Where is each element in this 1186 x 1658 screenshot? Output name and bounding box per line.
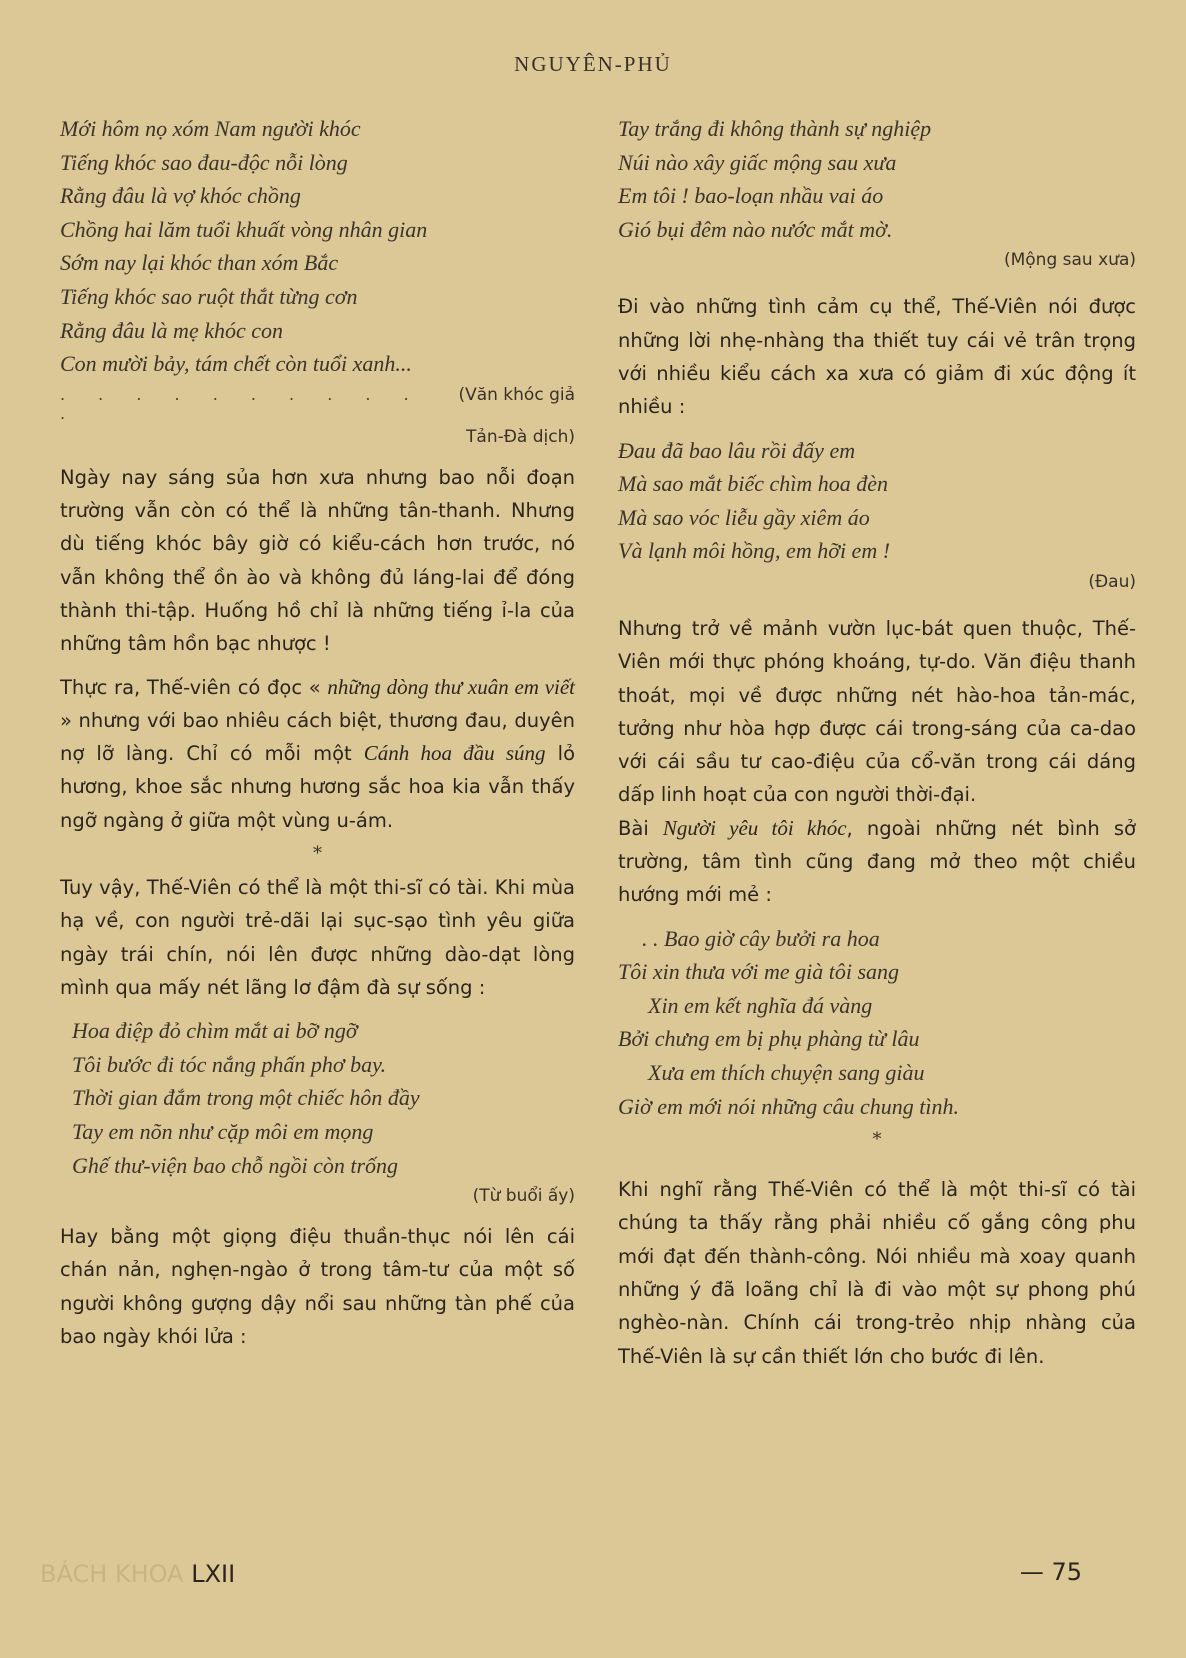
- paragraph: [618, 812, 1136, 912]
- verse-line: Rằng đâu là mẹ khóc con: [60, 317, 283, 343]
- right-column: [618, 112, 1136, 1373]
- section-divider-star: *: [872, 1129, 882, 1151]
- quoted-title: Cánh hoa đầu súng: [363, 741, 546, 766]
- verse-line: Xưa em thích chuyện sang giàu: [648, 1059, 925, 1085]
- verse-line: Tôi bước đi tóc nắng phấn phơ bay.: [72, 1051, 387, 1077]
- left-verse-1-source-row: [60, 381, 575, 423]
- verse-line: Mới hôm nọ xóm Nam người khóc: [60, 116, 361, 141]
- verse-line: Tay em nõn như cặp môi em mọng: [72, 1118, 374, 1144]
- paragraph-text: lỏ hương, khoe sắc nhưng hương sắc hoa kia vẫn thấy ngỡ ngàng ở giữa một vùng u-ám.: [60, 742, 576, 832]
- paragraph: Khi nghĩ rằng Thế-Viên có thể là một thi-sĩ có tài chúng ta thấy rằng phải nhiều cố gắng công phu mới đạt đến thành-công. Nói nhiều mà xoay quanh những ý đã loãng chỉ là đi vào một sự phong phú nghèo-nàn. Chính cái trong-trẻo nhịp nhàng của Thế-Viên là sự cần thiết lớn cho bước đi lên.: [618, 1178, 1136, 1368]
- verse-line: Núi nào xây giấc mộng sau xưa: [618, 149, 897, 175]
- paragraph: Nhưng trở về mảnh vườn lục-bát quen thuộc, Thế-Viên mới thực phóng khoáng, tự-do. Văn điệu thanh thoát, mọi về được những nét hào-hoa tản-mác, tưởng như hòa hợp được cái trong-sáng của ca-dao với cái sầu tư cao-điệu của cổ-văn trong cái dáng dấp linh hoạt của con người thời-đại.: [618, 616, 1136, 807]
- ellipsis-dots: . . . . . . . . . . .: [60, 384, 423, 423]
- paragraph-text: Bài: [618, 816, 649, 840]
- paragraph: [60, 671, 575, 837]
- verse-line: Tiếng khóc sao đau-độc nỗi lòng: [60, 149, 348, 175]
- paragraph-text: , ngoài những nét bình sở trường, tâm tình cũng đang mở theo một chiều hướng mới mẻ :: [618, 816, 1136, 907]
- paragraph: Đi vào những tình cảm cụ thể, Thế-Viên nói được những lời nhẹ-nhàng tha thiết tuy cái vẻ trân trọng với nhiều kiểu cách xa xưa có giảm đi xúc động ít nhiều :: [618, 295, 1136, 419]
- verse-line: Rằng đâu là vợ khóc chồng: [60, 183, 301, 209]
- verse-line: . . Bao giờ cây bưởi ra hoa: [642, 925, 880, 951]
- paragraph: Ngày nay sáng sủa hơn xưa nhưng bao nỗi đoạn trường vẫn còn có thể là những tân-thanh. Nhưng dù tiếng khóc bây giờ có kiểu-cách hơn trước, nó vẫn không thể ồn ào và không đủ láng-lai để đóng thành thi-tập. Huống hồ chỉ là những tiếng ỉ-la của những tâm hồn bạc nhược !: [60, 465, 575, 656]
- source-citation: (Từ buổi ấy): [472, 1186, 575, 1207]
- quoted-title: những dòng thư xuân em viết: [327, 674, 576, 699]
- verse-line: Mà sao vóc liễu gầy xiêm áo: [618, 504, 870, 530]
- quoted-title: Người yêu tôi khóc: [662, 815, 847, 840]
- left-verse-2: [60, 1014, 575, 1182]
- right-verse-3: [618, 922, 1136, 1124]
- verse-line: Bởi chưng em bị phụ phàng từ lâu: [618, 1026, 920, 1052]
- source-citation: (Mộng sau xưa): [1003, 250, 1136, 271]
- verse-line: Gió bụi đêm nào nước mắt mờ.: [618, 216, 893, 242]
- verse-line: Tiếng khóc sao ruột thắt từng cơn: [60, 283, 358, 309]
- issue-number: LXII: [191, 1560, 236, 1588]
- verse-line: Con mười bảy, tám chết còn tuổi xanh...: [60, 351, 412, 377]
- source-citation: (Văn khóc giả: [458, 384, 575, 405]
- verse-line: Em tôi ! bao-loạn nhầu vai áo: [618, 183, 884, 209]
- source-citation: (Đau): [1088, 571, 1136, 592]
- verse-line: Hoa điệp đỏ chìm mắt ai bỡ ngỡ: [72, 1018, 358, 1044]
- section-divider-star: *: [313, 843, 322, 865]
- verse-line: Ghế thư-viện bao chỗ ngồi còn trống: [72, 1152, 399, 1178]
- paragraph-text: » nhưng với bao nhiêu cách biệt, thương đau, duyên nợ lỡ làng. Chỉ có mỗi một: [60, 708, 575, 766]
- paragraph: Hay bằng một giọng điệu thuần-thục nói lên cái chán nản, nghẹn-ngào ở trong tâm-tư của một số người không gượng dậy nổi sau những tàn phế của bao ngày khói lửa :: [60, 1225, 575, 1349]
- paragraph: Tuy vậy, Thế-Viên có thể là một thi-sĩ có tài. Khi mùa hạ về, con người trẻ-dãi lại sục-sạo tình yêu giữa ngày trái chín, nói lên được những dào-dạt lòng mình qua mấy nét lãng lơ đậm đà sự sống :: [60, 876, 575, 999]
- right-verse-2: [618, 434, 1136, 568]
- verse-line: Thời gian đắm trong một chiếc hôn đầy: [72, 1085, 420, 1111]
- source-citation: Tản-Đà dịch): [466, 426, 575, 447]
- verse-line: Giờ em mới nói những câu chung tình.: [618, 1093, 959, 1119]
- left-verse-1: [60, 112, 575, 381]
- verse-line: Và lạnh môi hồng, em hỡi em !: [618, 538, 891, 564]
- left-column: [60, 112, 575, 1353]
- running-header: NGUYÊN-PHỦ: [514, 52, 672, 76]
- footer-journal: [40, 1560, 235, 1588]
- verse-line: Tôi xin thưa với me già tôi sang: [618, 959, 900, 985]
- right-verse-1: [618, 112, 1136, 246]
- verse-line: Đau đã bao lâu rồi đấy em: [618, 437, 856, 463]
- verse-line: Tay trắng đi không thành sự nghiệp: [618, 116, 932, 141]
- verse-line: Mà sao mắt biếc chìm hoa đèn: [618, 471, 889, 497]
- verse-line: Xin em kết nghĩa đá vàng: [648, 992, 873, 1018]
- verse-line: Sớm nay lại khóc than xóm Bắc: [60, 250, 339, 276]
- journal-name: BÁCH KHOA: [40, 1560, 184, 1588]
- paragraph-text: Thực ra, Thế-viên có đọc «: [60, 675, 321, 699]
- verse-line: Chồng hai lăm tuổi khuất vòng nhân gian: [60, 216, 428, 242]
- page-number: — 75: [1019, 1558, 1082, 1586]
